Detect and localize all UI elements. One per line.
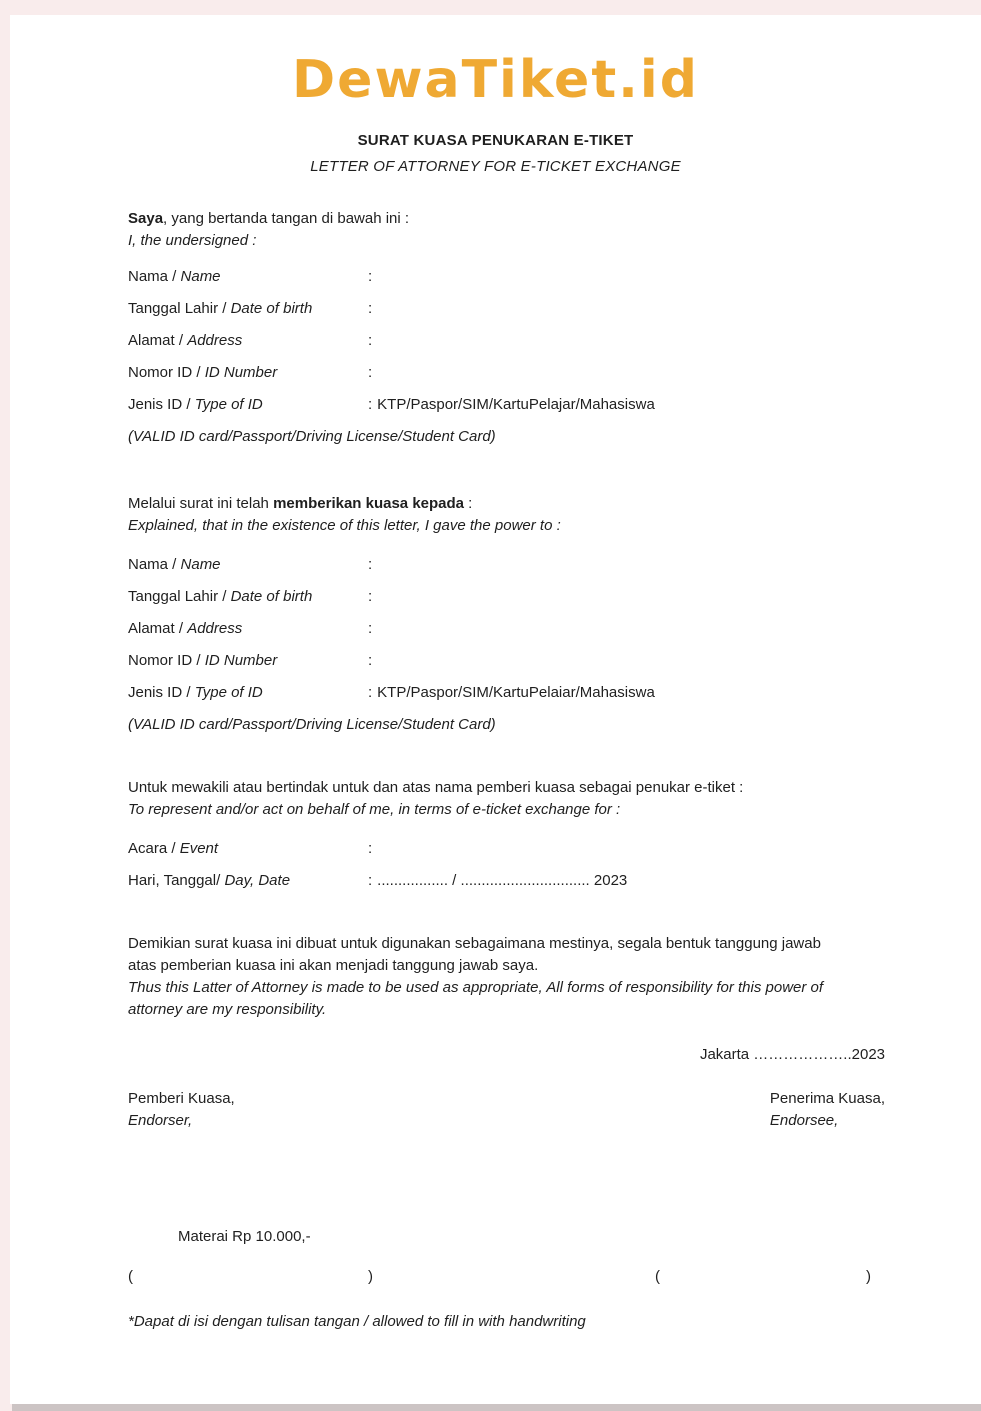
field-row-grantee-birthdate [128, 586, 885, 618]
endorser-paren-open: ( [128, 1268, 133, 1285]
grantor-intro-en: I, the undersigned : [128, 232, 257, 249]
closing-paragraph [128, 933, 852, 1021]
field-label-grantee-id-type: Jenis ID / Type of ID [128, 684, 263, 701]
field-value-grantor-address: : [368, 332, 373, 349]
endorsee-role-en: Endorsee, [769, 1112, 839, 1129]
grantee-intro-bold: memberikan kuasa kepada [273, 495, 465, 512]
grantee-intro-id: Melalui surat ini telah memberikan kuasa kepada : [128, 495, 473, 512]
purpose-intro-en: To represent and/or act on behalf of me, in terms of e-ticket exchange for : [128, 801, 621, 818]
brand-logo: DewaTiket.id [292, 50, 699, 110]
grantee-fields [128, 554, 885, 746]
grantor-intro [128, 208, 885, 252]
closing-text-en: Thus this Latter of Attorney is made to be used as appropriate, All forms of responsibility for this power of attorney are my responsibility. [128, 979, 824, 1018]
document-title: SURAT KUASA PENUKARAN E-TIKET [357, 132, 634, 149]
field-label-grantee-id-number: Nomor ID / ID Number [128, 652, 278, 669]
field-value-day-date: : ................. / ............................... 2023 [368, 872, 628, 889]
purpose-fields [128, 838, 885, 902]
field-label-grantor-address: Alamat / Address [128, 332, 243, 349]
field-label-grantee-name: Nama / Name [128, 556, 221, 573]
field-label-grantor-id-number: Nomor ID / ID Number [128, 364, 278, 381]
signature-block-endorsee [770, 1088, 885, 1132]
field-row-grantee-id-number [128, 650, 885, 682]
endorsee-paren-open: ( [655, 1268, 660, 1285]
signature-block-endorser [128, 1088, 235, 1132]
field-label-event: Acara / Event [128, 840, 219, 857]
purpose-intro [128, 777, 885, 821]
field-label-grantor-id-type: Jenis ID / Type of ID [128, 396, 263, 413]
field-row-day-date [128, 870, 885, 902]
field-label-grantee-birthdate: Tanggal Lahir / Date of birth [128, 588, 313, 605]
grantor-id-validity-note: (VALID ID card/Passport/Driving License/Student Card) [128, 428, 496, 445]
field-label-grantor-birthdate: Tanggal Lahir / Date of birth [128, 300, 313, 317]
document-subtitle-en: LETTER OF ATTORNEY FOR E-TICKET EXCHANGE [310, 158, 681, 175]
field-row-grantee-address [128, 618, 885, 650]
closing-text-id: Demikian surat kuasa ini dibuat untuk digunakan sebagaimana mestinya, segala bentuk tanggung jawab atas pemberian kuasa ini akan menjadi tanggung jawab saya. [128, 935, 821, 974]
field-row-grantee-id-type [128, 682, 885, 714]
field-value-grantee-address: : [368, 620, 373, 637]
field-value-grantor-birthdate: : [368, 300, 373, 317]
field-row-grantor-name [128, 266, 885, 298]
field-label-grantor-name: Nama / Name [128, 268, 221, 285]
document-body [10, 208, 981, 1333]
grantor-intro-id [128, 208, 885, 230]
field-value-grantor-id-type: : KTP/Paspor/SIM/KartuPelajar/Mahasiswa [368, 396, 655, 413]
field-label-day-date: Hari, Tanggal/ Day, Date [128, 872, 291, 889]
grantee-id-validity-note: (VALID ID card/Passport/Driving License/Student Card) [128, 716, 496, 733]
grantee-intro [128, 493, 885, 537]
field-value-grantee-id-number: : [368, 652, 373, 669]
endorser-paren-close: ) [368, 1268, 373, 1285]
endorsee-paren-close: ) [866, 1268, 871, 1285]
field-row-grantor-id-number [128, 362, 885, 394]
endorser-role-id: Pemberi Kuasa, [128, 1090, 235, 1107]
field-value-grantor-name: : [368, 268, 373, 285]
field-row-grantor-id-type [128, 394, 885, 426]
handwriting-footnote: *Dapat di isi dengan tulisan tangan / allowed to fill in with handwriting [128, 1313, 586, 1330]
field-label-grantee-address: Alamat / Address [128, 620, 243, 637]
grantor-intro-rest: , yang bertanda tangan di bawah ini : [163, 210, 410, 227]
place-date-line: Jakarta ………………..2023 [699, 1046, 885, 1063]
purpose-intro-id: Untuk mewakili atau bertindak untuk dan atas nama pemberi kuasa sebagai penukar e-tiket : [128, 779, 744, 796]
signature-name-parens [128, 1266, 885, 1288]
field-value-event: : [368, 840, 373, 857]
field-row-event [128, 838, 885, 870]
field-value-grantor-id-number: : [368, 364, 373, 381]
endorser-role-en: Endorser, [128, 1112, 193, 1129]
field-row-grantee-name [128, 554, 885, 586]
endorsee-role-id: Penerima Kuasa, [769, 1090, 885, 1107]
signature-row [128, 1088, 885, 1132]
field-row-grantor-address [128, 330, 885, 362]
grantor-fields [128, 266, 885, 458]
document-page [10, 15, 981, 1404]
field-value-grantee-id-type: : KTP/Paspor/SIM/KartuPelaiar/Mahasiswa [368, 684, 655, 701]
field-row-grantor-birthdate [128, 298, 885, 330]
field-value-grantee-name: : [368, 556, 373, 573]
grantee-intro-en: Explained, that in the existence of this letter, I gave the power to : [128, 517, 561, 534]
stamp-duty-note: Materai Rp 10.000,- [178, 1228, 311, 1245]
grantor-intro-bold: Saya [128, 210, 164, 227]
field-value-grantee-birthdate: : [368, 588, 373, 605]
page-bottom-divider [12, 1404, 981, 1411]
